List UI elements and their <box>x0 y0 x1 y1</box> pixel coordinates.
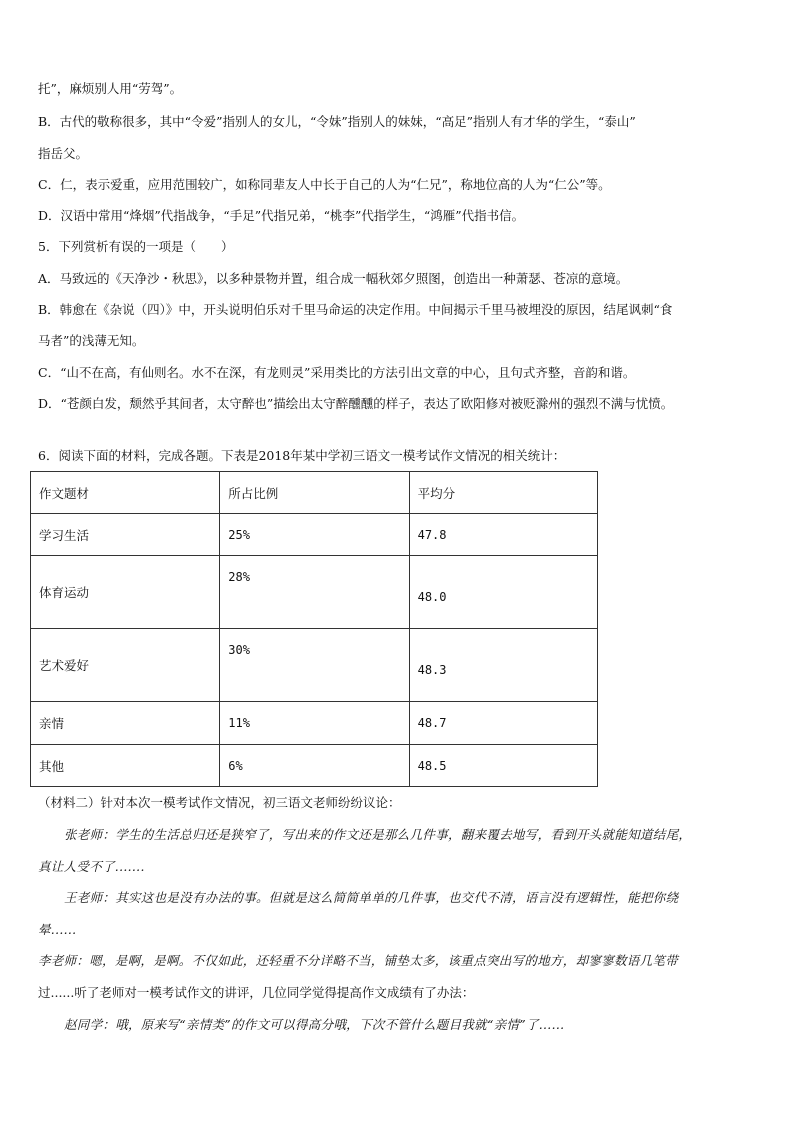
table-row <box>31 556 598 629</box>
table-cell: 体育运动 <box>31 556 220 629</box>
text-line: 马者”的浅薄无知。 <box>38 333 145 348</box>
table-cell: 48.0 <box>409 556 597 629</box>
option-a: A．马致远的《天净沙・秋思》，以多种景物并置，组合成一幅秋郊夕照图，创造出一种萧瑟、苍凉的意境。 <box>38 271 629 286</box>
text-line: 托”，麻烦别人用“劳驾”。 <box>38 81 183 96</box>
text-line: 王老师：其实这也是没有办法的事。但就是这么简简单单的几件事，也交代不清，语言没有逻辑性，能把你绕 <box>64 890 679 905</box>
table-cell: 28% <box>220 556 409 629</box>
option-d: D．“苍颜白发，颓然乎其间者，太守醉也”描绘出太守醉醺醺的样子，表达了欧阳修对被贬滁州的强烈不满与忧愤。 <box>38 396 674 411</box>
table-header: 平均分 <box>409 472 597 514</box>
text-line: 指岳父。 <box>38 146 89 161</box>
table-header-row <box>31 472 598 514</box>
stats-table <box>30 471 598 787</box>
text-line: C．仁，表示爱重，应用范围较广，如称同辈友人中长于自己的人为“仁兄”，称地位高的人为“仁公”等。 <box>38 177 611 192</box>
table-header: 作文题材 <box>31 472 220 514</box>
text-line: 过......听了老师对一模考试作文的讲评，几位同学觉得提高作文成绩有了办法： <box>38 985 475 1000</box>
text-line: B．古代的敬称很多，其中“令爱”指别人的女儿，“令妹”指别人的妹妹，“高足”指别人有才华的学生，“泰山” <box>38 114 636 129</box>
table-row <box>31 514 598 556</box>
table-header: 所占比例 <box>220 472 409 514</box>
text-line: 真让人受不了....... <box>38 859 145 874</box>
table-cell: 学习生活 <box>31 514 220 556</box>
table-cell: 11% <box>220 702 409 745</box>
table-cell: 48.3 <box>409 629 597 702</box>
table-cell: 6% <box>220 745 409 787</box>
text-line: 李老师：嗯，是啊，是啊。不仅如此，还轻重不分详略不当，铺垫太多，该重点突出写的地方，却寥寥数语几笔带 <box>38 953 679 968</box>
text-line: 晕...... <box>38 922 77 937</box>
table-cell: 48.7 <box>409 702 597 745</box>
text-line: 赵同学：哦，原来写“亲情类”的作文可以得高分哦，下次不管什么题目我就“亲情”了...... <box>64 1017 565 1032</box>
option-c: C．“山不在高，有仙则名。水不在深，有龙则灵”采用类比的方法引出文章的中心，且句式齐整，音韵和谐。 <box>38 365 636 380</box>
table-row <box>31 745 598 787</box>
table-cell: 其他 <box>31 745 220 787</box>
material-title: （材料二）针对本次一模考试作文情况，初三语文老师纷纷议论： <box>38 795 401 810</box>
table-row <box>31 629 598 702</box>
table-cell: 48.5 <box>409 745 597 787</box>
table-cell: 艺术爱好 <box>31 629 220 702</box>
option-b: B．韩愈在《杂说（四）》中，开头说明伯乐对千里马命运的决定作用。中间揭示千里马被埋没的原因，结尾讽刺“食 <box>38 302 673 317</box>
text-line: 张老师：学生的生活总归还是狭窄了，写出来的作文还是那么几件事，翻来覆去地写，看到开头就能知道结尾， <box>64 827 692 842</box>
table-cell: 47.8 <box>409 514 597 556</box>
table-cell: 亲情 <box>31 702 220 745</box>
table-cell: 25% <box>220 514 409 556</box>
table-cell: 30% <box>220 629 409 702</box>
question-title: 5．下列赏析有误的一项是（ ） <box>38 239 234 254</box>
text-line: D．汉语中常用“烽烟”代指战争，“手足”代指兄弟，“桃李”代指学生，“鸿雁”代指书信。 <box>38 208 525 223</box>
table-row <box>31 702 598 745</box>
question-title: 6．阅读下面的材料，完成各题。下表是2018年某中学初三语文一模考试作文情况的相关统计： <box>38 448 566 463</box>
